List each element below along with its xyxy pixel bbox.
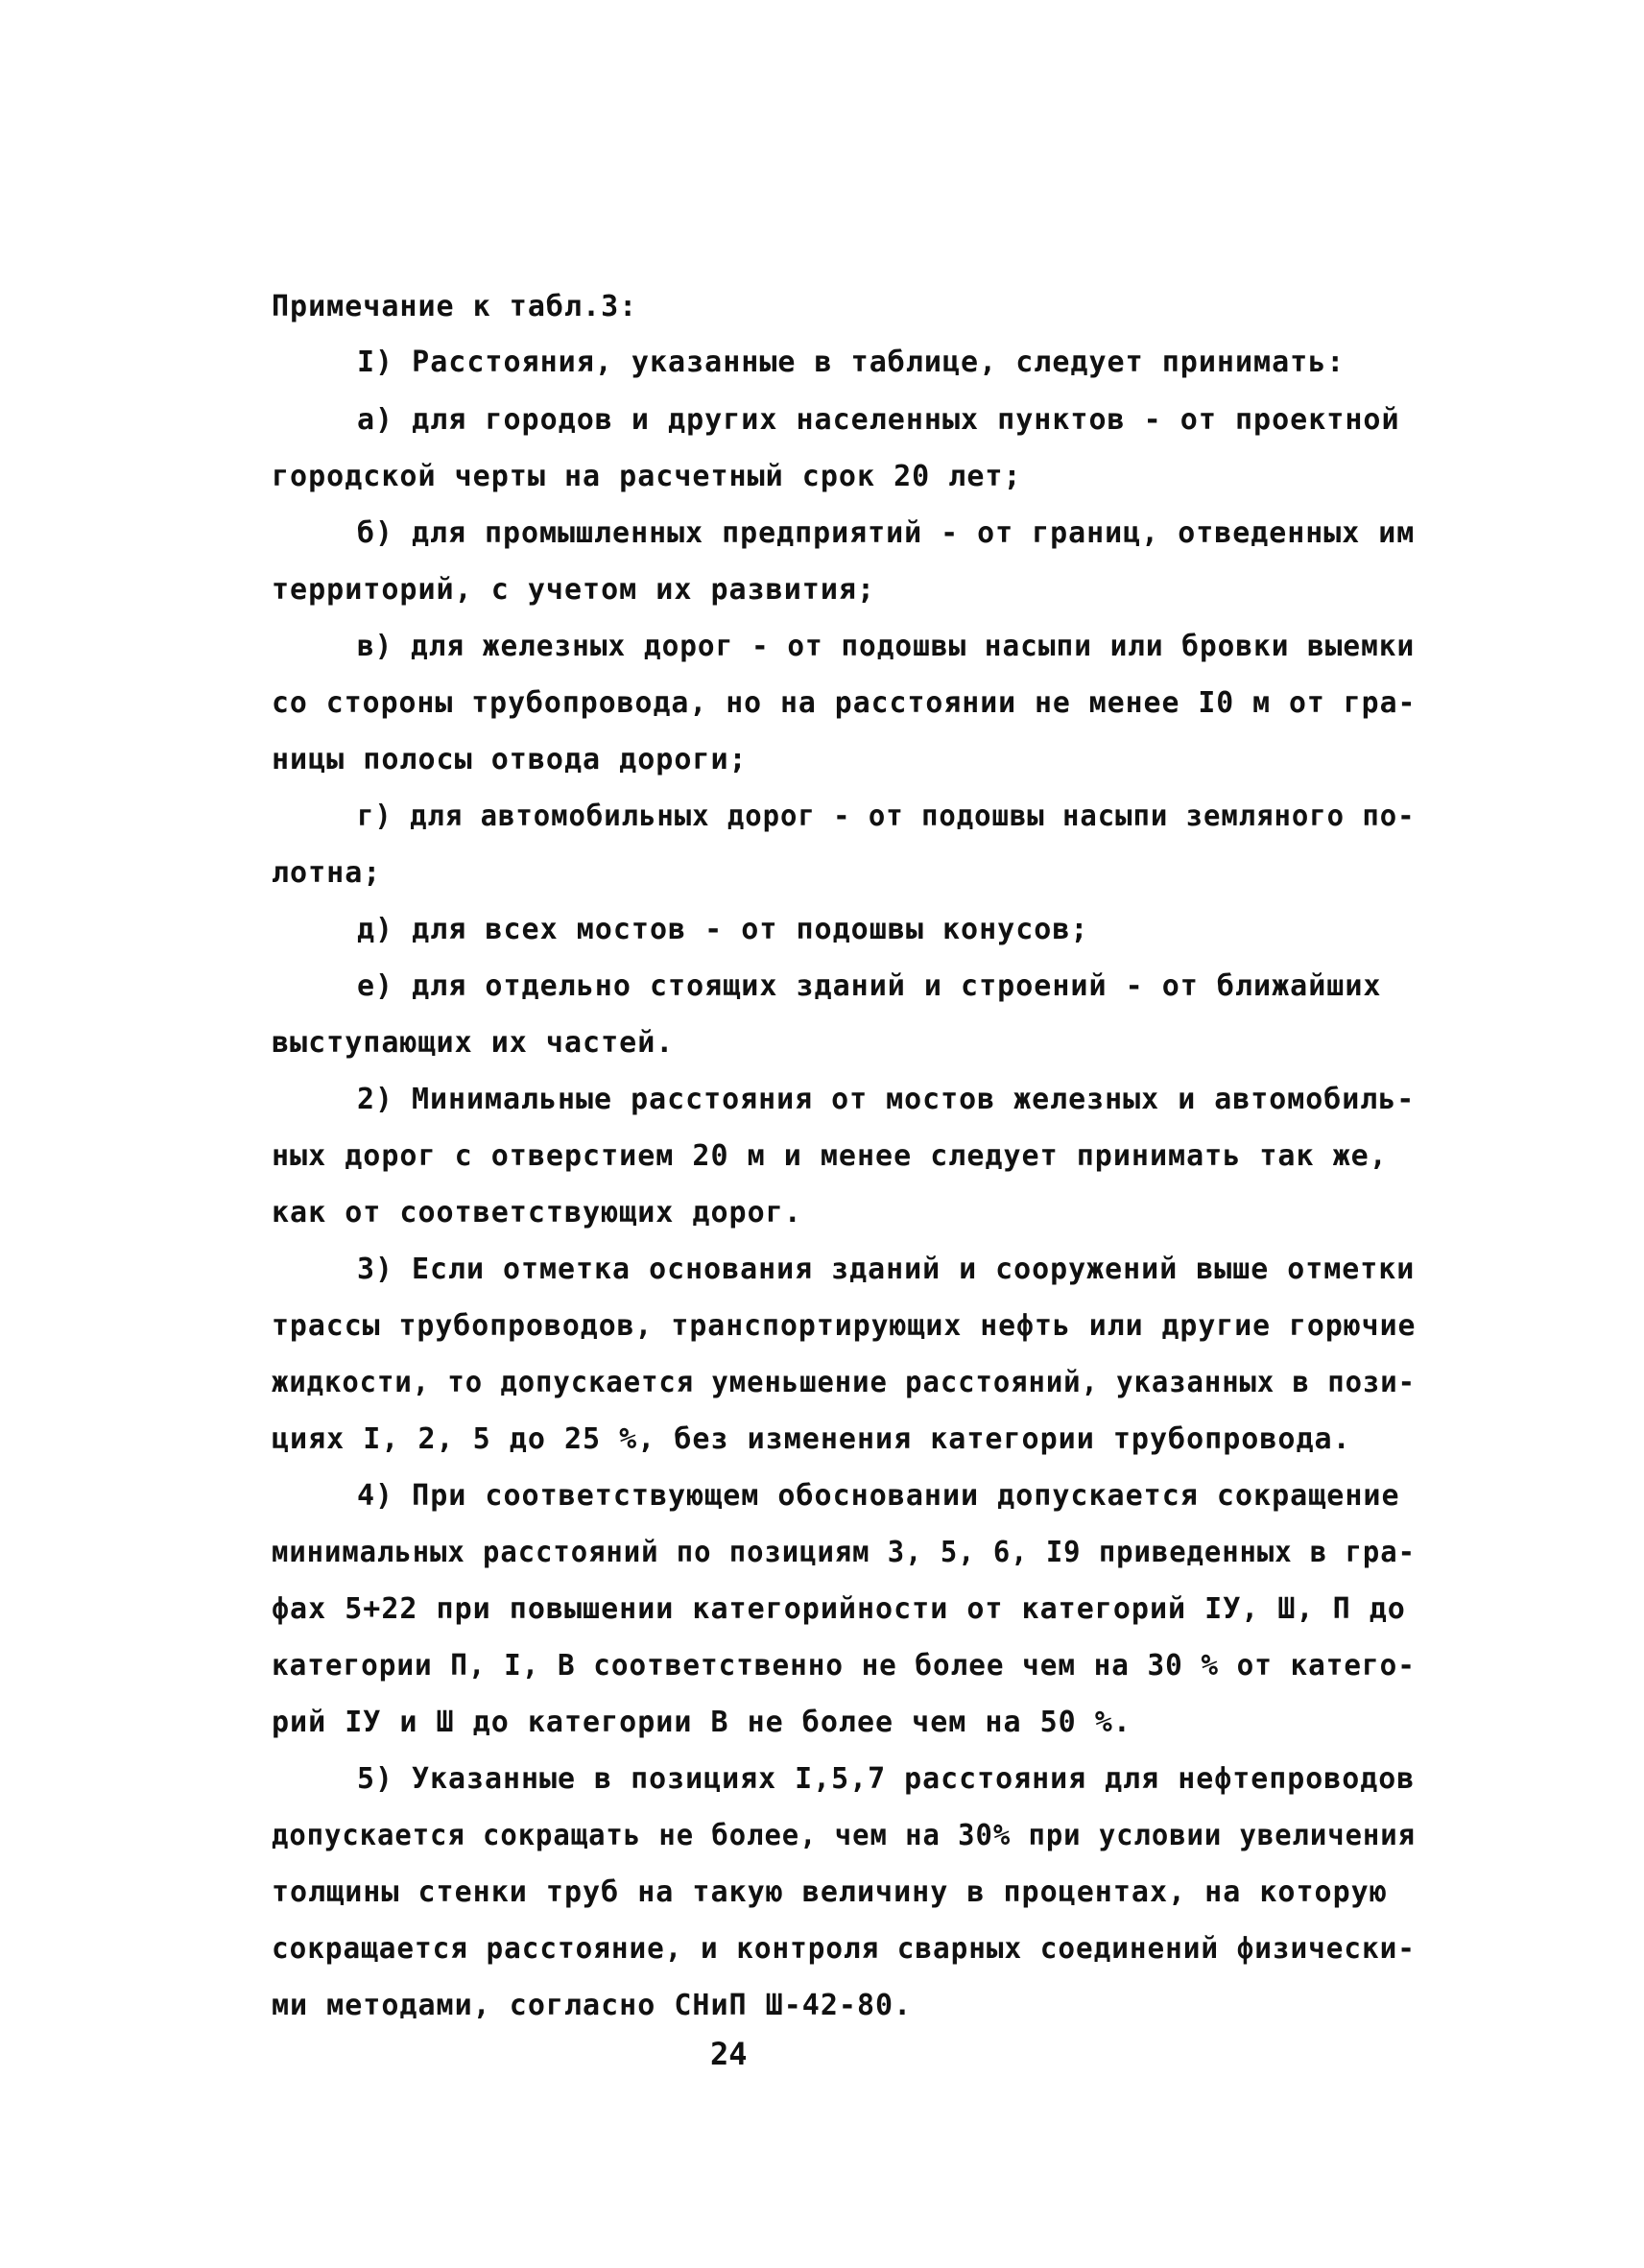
text-line: е) для отдельно стоящих зданий и строений - от ближайших (357, 969, 1382, 1003)
text-line: городской черты на расчетный срок 20 лет; (272, 460, 1022, 493)
text-line: лотна; (272, 856, 382, 890)
note-heading: Примечание к табл.3: (272, 290, 638, 323)
text-line: со стороны трубопровода, но на расстоянии не менее I0 м от гра- (272, 686, 1417, 720)
text-line: 2) Минимальные расстояния от мостов железных и автомобиль- (357, 1083, 1416, 1116)
text-line: д) для всех мостов - от подошвы конусов; (357, 913, 1089, 946)
text-line: жидкости, то допускается уменьшение расстояний, указанных в пози- (272, 1366, 1416, 1399)
text-line: как от соответствующих дорог. (272, 1196, 802, 1229)
text-line: 5) Указанные в позициях I,5,7 расстояния для нефтепроводов (357, 1762, 1416, 1796)
text-line: б) для промышленных предприятий - от границ, отведенных им (357, 516, 1416, 550)
text-line: трассы трубопроводов, транспортирующих нефть или другие горючие (272, 1309, 1417, 1343)
text-line: допускается сокращать не более, чем на 30% при условии увеличения (272, 1819, 1416, 1852)
text-line: а) для городов и других населенных пунктов - от проектной (357, 403, 1400, 437)
text-line: ных дорог с отверстием 20 м и менее следует принимать так же, (272, 1139, 1388, 1173)
text-line: сокращается расстояние, и контроля сварных соединений физически- (272, 1932, 1416, 1966)
text-line: I) Расстояния, указанные в таблице, следует принимать: (357, 346, 1346, 379)
text-line: минимальных расстояний по позициям 3, 5, 6, I9 приведенных в гра- (272, 1536, 1416, 1569)
text-line: в) для железных дорог - от подошвы насыпи или бровки выемки (357, 630, 1416, 663)
text-line: рий IУ и Ш до категории В не более чем на 50 %. (272, 1706, 1132, 1739)
text-line: выступающих их частей. (272, 1026, 675, 1060)
text-line: территорий, с учетом их развития; (272, 573, 876, 607)
text-line: толщины стенки труб на такую величину в процентах, на которую (272, 1875, 1388, 1909)
text-line: категории П, I, В соответственно не более чем на 30 % от катего- (272, 1649, 1416, 1683)
text-line: циях I, 2, 5 до 25 %, без изменения категории трубопровода. (272, 1422, 1351, 1456)
page-number: 24 (710, 2036, 748, 2072)
text-line: г) для автомобильных дорог - от подошвы насыпи земляного по- (357, 800, 1416, 833)
text-line: 4) При соответствующем обосновании допускается сокращение (357, 1479, 1400, 1513)
text-line: 3) Если отметка основания зданий и сооружений выше отметки (357, 1253, 1416, 1286)
text-line: фах 5+22 при повышении категорийности от категорий IУ, Ш, П до (272, 1592, 1406, 1626)
text-line: ми методами, согласно СНиП Ш-42-80. (272, 1989, 913, 2022)
text-line: ницы полосы отвода дороги; (272, 743, 748, 776)
